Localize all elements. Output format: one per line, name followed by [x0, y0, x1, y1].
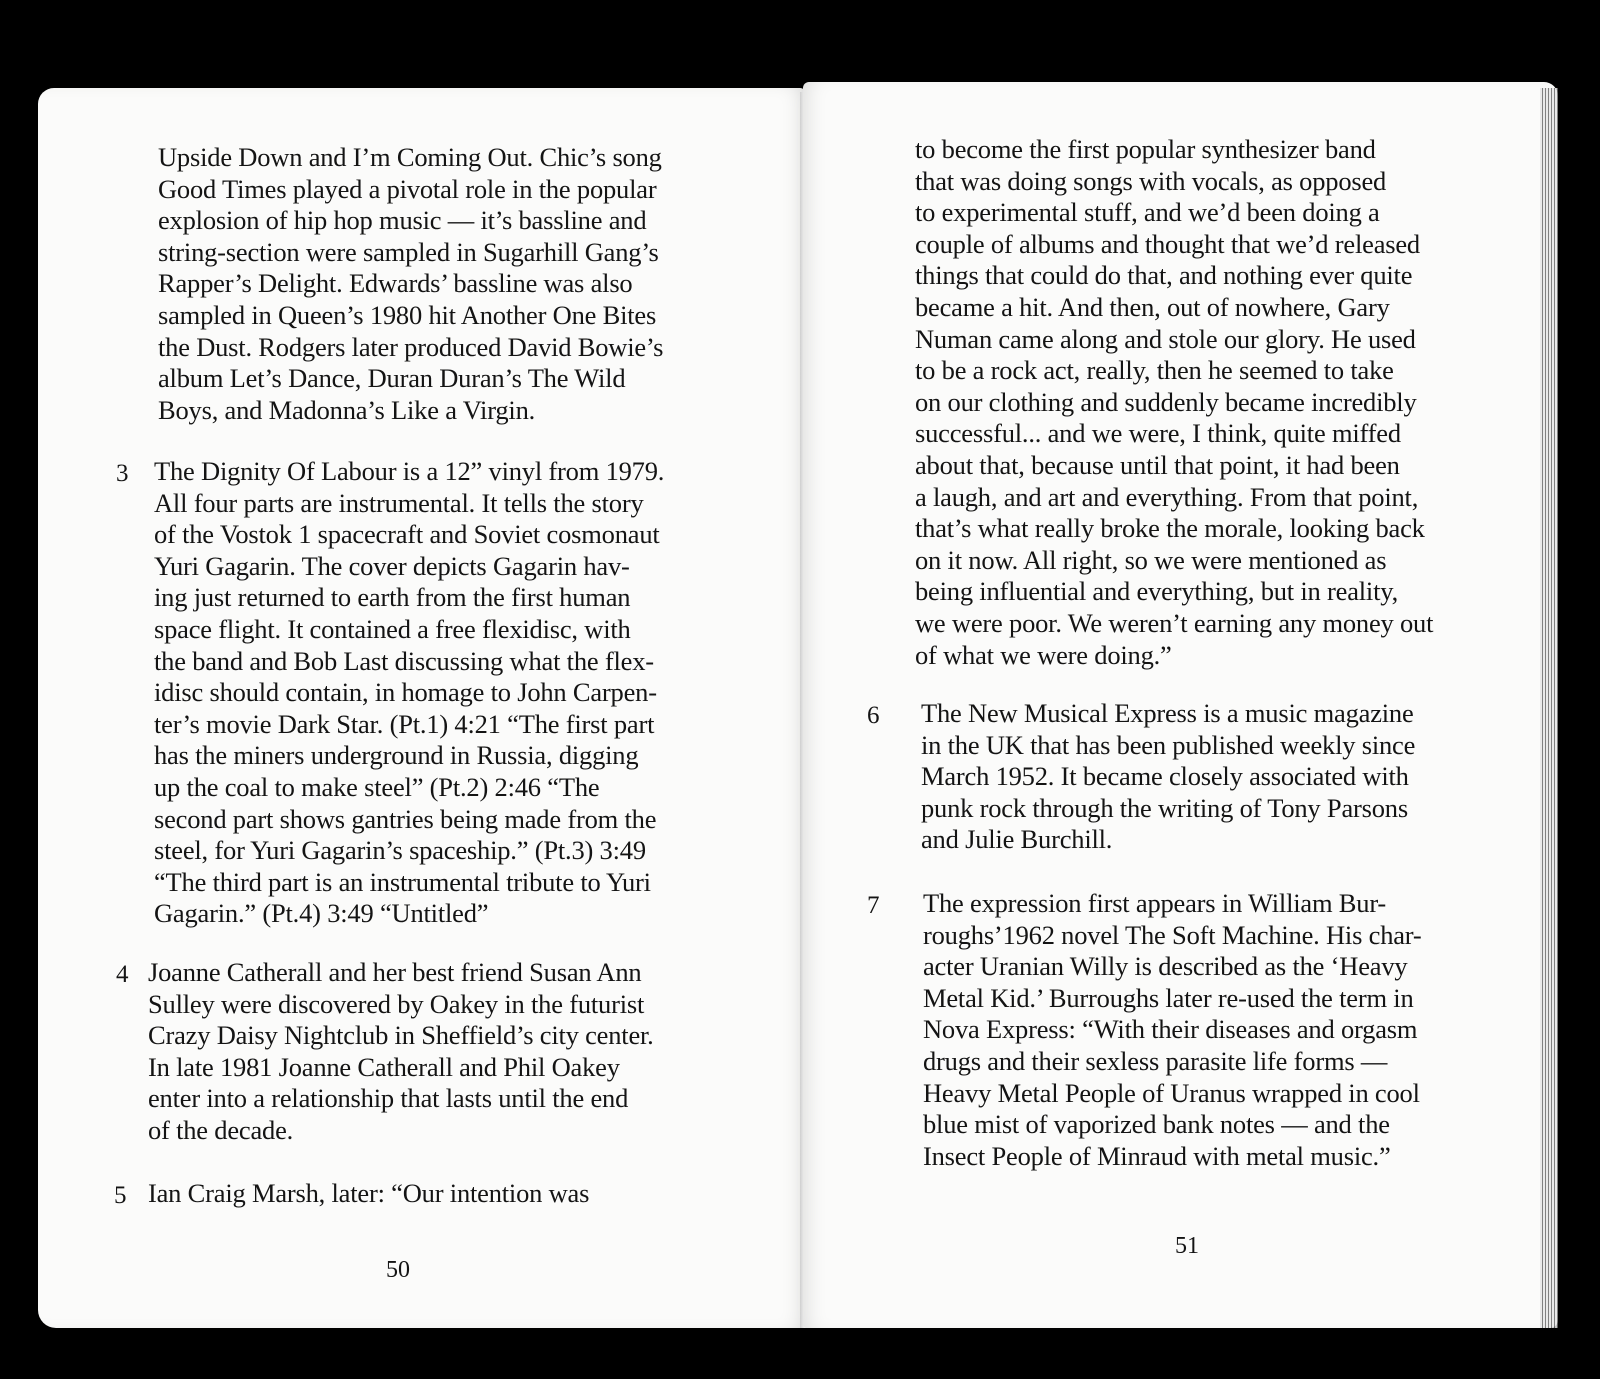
footnote-6-text: The New Musical Express is a music magazine in the UK that has been published weekly since March 1952. It became closely associated with punk rock through the writing of Tony Parsons and Julie Burchill.: [921, 698, 1416, 855]
right-continuation-text: to become the first popular synthesizer band that was doing songs with vocals, as opposed to experimental stuff, and we’d been doing a couple of albums and thought that we’d released things that could do that, and nothing ever quite became a hit. And then, out of nowhere, Gary Numan came along and stole our glory. He used to be a rock act, really, then he seemed to take on our clothing and suddenly became incredibly successful... and we were, I think, quite miffed about that, because until that point, it had been a laugh, and art and everything. From that point, that’s what really broke the morale, looking back on it now. All right, so we were mentioned as being influential and everything, but in reality, we were poor. We weren’t earning any money out of what we were doing.”: [915, 134, 1434, 670]
footnote-4-text: Joanne Catherall and her best friend Susan Ann Sulley were discovered by Oakey in the futurist Crazy Daisy Nightclub in Sheffield’s city center. In late 1981 Joanne Catherall and Phil Oakey enter into a relationship that lasts until the end of the decade.: [148, 957, 654, 1145]
footnote-7-text: The expression first appears in William Bur- roughs’1962 novel The Soft Machine. His char- acter Uranian Willy is described as the ‘Heavy Metal Kid.’ Burroughs later re-used the term in Nova Express: “With their diseases and orgasm drugs and their sexless parasite life forms — Heavy Metal People of Uranus wrapped in cool blue mist of vaporized bank notes — and the Insect People of Minraud with metal music.”: [923, 888, 1422, 1171]
footnote-5-text: Ian Craig Marsh, later: “Our intention was: [148, 1178, 590, 1208]
footnote-number-3: 3: [116, 460, 129, 487]
page-edges: [1540, 88, 1558, 1328]
right-page: [803, 82, 1558, 1328]
footnote-number-6: 6: [867, 702, 880, 729]
footnote-number-4: 4: [116, 961, 129, 988]
left-page: [38, 88, 806, 1328]
footnote-number-5: 5: [114, 1182, 127, 1209]
footnote-3-text: The Dignity Of Labour is a 12” vinyl from 1979. All four parts are instrumental. It tells the story of the Vostok 1 spacecraft and Soviet cosmonaut Yuri Gagarin. The cover depicts Gagarin hav- ing just returned to earth from the first human space flight. It contained a free flexidisc, with the band and Bob Last discussing what the flex- idisc should contain, in homage to John Carpen- ter’s movie Dark Star. (Pt.1) 4:21 “The first part has the miners underground in Russia, digging up the coal to make steel” (Pt.2) 2:46 “The second part shows gantries being made from the steel, for Yuri Gagarin’s spaceship.” (Pt.3) 3:49 “The third part is an instrumental tribute to Yuri Gagarin.” (Pt.4) 3:49 “Untitled”: [154, 456, 665, 929]
left-continuation-text: Upside Down and I’m Coming Out. Chic’s song Good Times played a pivotal role in the popular explosion of hip hop music — it’s bassline and string-section were sampled in Sugarhill Gang’s Rapper’s Delight. Edwards’ bassline was also sampled in Queen’s 1980 hit Another One Bites the Dust. Rodgers later produced David Bowie’s album Let’s Dance, Duran Duran’s The Wild Boys, and Madonna’s Like a Virgin.: [158, 142, 664, 425]
footnote-number-7: 7: [867, 892, 880, 919]
page-number: 51: [1175, 1233, 1199, 1259]
page-number: 50: [386, 1257, 410, 1283]
